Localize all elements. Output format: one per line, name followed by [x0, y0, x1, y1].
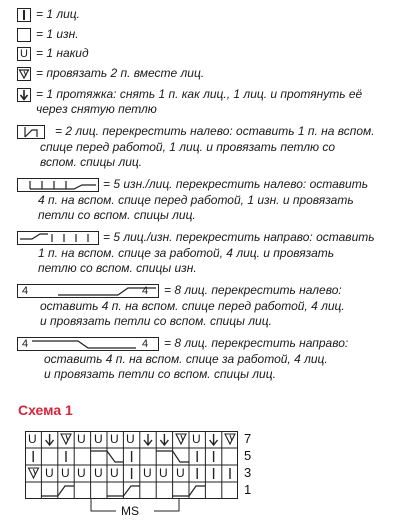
legend-cross2-text-2: спице перед работой, 1 лиц. и провязать петлю со [40, 140, 336, 154]
purl-symbol [17, 28, 31, 42]
scheme-yo-r3-2: U [61, 466, 70, 480]
row-number-3: 3 [244, 465, 252, 480]
legend-knit-text: = 1 лиц. [36, 7, 80, 21]
yarn-over-symbol: U [17, 47, 31, 61]
cross8-left-count-a: 4 [22, 285, 29, 297]
cross2-left-symbol [17, 125, 45, 139]
scheme-yo-r7-1: U [28, 432, 37, 446]
legend-cross8-right-text-2: оставить 4 п. на вспом. спице за работой, 4 лиц. [44, 352, 328, 366]
cross8-left-count-b: 4 [142, 285, 149, 297]
cross8-right-symbol [17, 337, 159, 351]
row-number-1: 1 [244, 482, 252, 497]
scheme-yo-r7-5: U [126, 432, 135, 446]
row-number-7: 7 [244, 431, 252, 446]
scheme-yo-r3-8: U [176, 466, 185, 480]
legend-cross5-right-text-3: петлю со вспом. спицы изн. [38, 261, 197, 275]
cross8-left-symbol [17, 284, 159, 298]
scheme-yo-r3-3: U [77, 466, 86, 480]
legend-cross5-right-text: = 5 лиц./изн. перекрестить направо: оставить [103, 230, 375, 244]
legend-skp-text-2: через снятую петлю [36, 102, 157, 116]
repeat-bracket [90, 499, 180, 521]
legend-purl-text: = 1 изн. [36, 27, 79, 41]
repeat-label: MS [121, 504, 139, 518]
skp-symbol [17, 88, 31, 102]
legend-cross8-right-text: = 8 лиц. перекрестить направо: [164, 336, 349, 350]
k2tog-symbol [17, 67, 31, 81]
legend-cross2-text-3: вспом. спицы лиц. [40, 155, 143, 169]
scheme-yo-r3-4: U [94, 466, 103, 480]
cross5-right-symbol [17, 231, 99, 245]
legend-cross5-left-text: = 5 изн./лиц. перекрестить налево: оставить [103, 177, 369, 191]
cross8-right-count-b: 4 [142, 338, 149, 350]
scheme-yo-r3-6: U [143, 466, 152, 480]
legend-cross8-right-text-3: и провязать петли со вспом. спицы лиц. [44, 367, 276, 381]
legend-cross5-left-text-2: 4 п. на вспом. спице перед работой, 1 изн. и провязать [38, 193, 354, 207]
knit-symbol [17, 8, 31, 22]
legend-k2tog-text: = провязать 2 п. вместе лиц. [36, 66, 205, 80]
scheme-yo-r7-3: U [94, 432, 103, 446]
row-number-5: 5 [244, 448, 252, 463]
scheme-grid [25, 431, 238, 499]
legend-skp-text: = 1 протяжка: снять 1 п. как лиц., 1 лиц. и протянуть её [36, 87, 363, 101]
scheme-yo-r7-6: U [192, 432, 201, 446]
legend-cross5-right-text-2: 1 п. на вспом. спице за работой, 4 лиц. и провязать [38, 246, 335, 260]
legend-yarn-over-text: = 1 накид [36, 46, 89, 60]
legend-cross8-left-text-3: и провязать петли со вспом. спицы лиц. [40, 314, 272, 328]
scheme-yo-r7-4: U [110, 432, 119, 446]
scheme-yo-r3-7: U [159, 466, 168, 480]
scheme-yo-r3-1: U [45, 466, 54, 480]
cross5-left-symbol [17, 178, 99, 192]
legend-cross8-left-text: = 8 лиц. перекрестить налево: [164, 283, 342, 297]
cross8-right-count-a: 4 [22, 338, 29, 350]
legend-cross5-left-text-3: петли со вспом. спицы лиц. [38, 208, 196, 222]
scheme-title: Схема 1 [18, 402, 73, 418]
scheme-yo-r3-5: U [110, 466, 119, 480]
legend-cross2-text: = 2 лиц. перекрестить налево: оставить 1 п. на вспом. [55, 124, 375, 138]
legend-cross8-left-text-2: оставить 4 п. на вспом. спице перед работой, 4 лиц. [40, 299, 345, 313]
scheme-yo-r7-2: U [77, 432, 86, 446]
